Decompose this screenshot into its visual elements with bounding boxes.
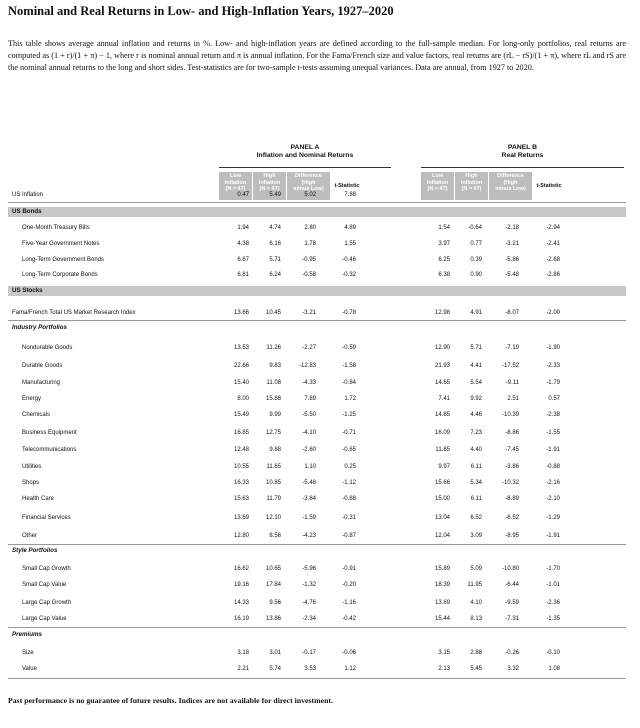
panel-a-cell: -2.60 <box>302 447 316 453</box>
panel-a-cell: -1.32 <box>302 582 316 588</box>
panel-b-cell: -3.86 <box>505 464 519 470</box>
panel-a-cell: -1.25 <box>342 412 356 418</box>
panel-a-cell: 12.75 <box>265 430 281 436</box>
panel-b-cell: 2.88 <box>470 650 482 656</box>
panel-b-cell: -3.21 <box>505 241 519 247</box>
panel-a-cell: 10.85 <box>265 480 281 486</box>
section-header-us-stocks <box>8 286 626 296</box>
table-row <box>0 377 640 389</box>
panel-b-cell: -1.90 <box>546 345 560 351</box>
panel-a-cell: -0.84 <box>342 380 356 386</box>
panel-a-cell: 9.88 <box>269 447 281 453</box>
header-text: minus Low) <box>293 186 324 192</box>
footer-disclaimer: Past performance is no guarantee of future results. Indices are not available for direct investment. <box>8 696 333 705</box>
panel-a-cell: 11.26 <box>266 345 281 351</box>
panel-a-cell: 5.71 <box>269 257 281 263</box>
panel-b-cell: 6.11 <box>470 464 482 470</box>
divider-line <box>8 202 626 203</box>
table-row <box>0 393 640 405</box>
panel-a-cell: 5.49 <box>269 192 281 198</box>
table-row <box>0 613 640 625</box>
table-row <box>0 269 640 281</box>
divider-line <box>8 627 626 628</box>
panel-a-underline <box>219 167 391 168</box>
panel-b-cell: -1.70 <box>546 566 560 572</box>
table-row <box>0 579 640 591</box>
panel-a-cell: 3.53 <box>304 666 316 672</box>
panel-b-cell: 6.38 <box>438 272 450 278</box>
header-text: (N = 47) <box>427 186 448 192</box>
panel-b-cell: -2.94 <box>546 225 560 231</box>
panel-b-cell: 15.89 <box>434 566 450 572</box>
panel-a-cell: 1.72 <box>344 396 356 402</box>
panel-b-header <box>421 144 624 160</box>
panel-b-cell: -10.32 <box>501 480 519 486</box>
table-row <box>0 493 640 505</box>
panel-b-cell: -1.29 <box>546 515 560 521</box>
panel-a-cell: 14.33 <box>233 600 249 606</box>
table-row <box>0 530 640 542</box>
panel-a-cell: 4.38 <box>237 241 249 247</box>
header-text: Inflation <box>224 179 247 186</box>
panel-b-cell: 15.66 <box>434 480 450 486</box>
panel-a-cell: -12.83 <box>298 363 316 369</box>
divider-line <box>8 320 626 321</box>
header-text: Inflation <box>426 179 449 186</box>
panel-a-cell: 17.84 <box>265 582 281 588</box>
panel-b-cell: -2.16 <box>546 480 560 486</box>
panel-b-cell: 3.97 <box>438 241 450 247</box>
header-text: Low <box>230 173 241 179</box>
panel-a-cell: 10.45 <box>265 310 281 316</box>
panel-b-cell: 13.69 <box>434 600 450 606</box>
panel-b-cell: 12.90 <box>434 345 450 351</box>
panel-b-cell: 3.32 <box>507 666 519 672</box>
panel-b-cell: 5.09 <box>470 566 482 572</box>
panel-b-title: Real Returns <box>501 152 544 159</box>
panel-a-cell: 6.16 <box>269 241 281 247</box>
table-row <box>0 254 640 266</box>
panel-a-cell: 12.10 <box>265 515 281 521</box>
panel-b-cell: 14.85 <box>434 412 450 418</box>
table-row <box>0 427 640 439</box>
panel-a-cell: 11.65 <box>266 464 281 470</box>
panel-a-cell: 1.10 <box>304 464 316 470</box>
panel-b-cell: -8.07 <box>505 310 519 316</box>
panel-a-cell: -0.87 <box>342 533 356 539</box>
panel-b-cell: -8.86 <box>505 430 519 436</box>
header-text: Inflation <box>460 179 483 186</box>
row-label: Manufacturing <box>22 380 61 386</box>
panel-b-cell: 3.09 <box>470 533 482 539</box>
panel-b-cell: 9.97 <box>438 464 450 470</box>
table-row <box>0 563 640 575</box>
panel-b-cell: -2.36 <box>546 600 560 606</box>
panel-a-cell: 6.24 <box>269 272 281 278</box>
panel-a-cell: -4.33 <box>302 380 316 386</box>
panel-a-cell: 5.74 <box>269 666 281 672</box>
panel-b-cell: 0.39 <box>470 257 482 263</box>
divider-line <box>8 678 626 679</box>
row-label: Small Cap Value <box>22 582 67 588</box>
row-label: Energy <box>22 396 42 402</box>
panel-a-cell: 9.99 <box>269 412 281 418</box>
panel-a-cell: 11.08 <box>266 380 281 386</box>
panel-b-cell: -0.10 <box>546 650 560 656</box>
subsection-header-industry: Industry Portfolios <box>12 324 68 331</box>
table-row <box>0 409 640 421</box>
panel-a-cell: 12.48 <box>233 447 249 453</box>
panel-b-cell: -7.45 <box>505 447 519 453</box>
row-label: Small Cap Growth <box>22 566 71 572</box>
row-label: Business Equipment <box>22 430 77 436</box>
table-row <box>0 461 640 473</box>
panel-b-cell: 5.34 <box>470 480 482 486</box>
panel-b-cell: -2.68 <box>546 257 560 263</box>
panel-b-cell: 15.44 <box>434 616 450 622</box>
table-row <box>0 597 640 609</box>
panel-a-cell: -0.65 <box>342 447 356 453</box>
panel-a-cell: -0.42 <box>342 616 356 622</box>
panel-a-cell: -1.12 <box>342 480 356 486</box>
panel-a-cell: 10.55 <box>233 464 249 470</box>
panel-a-cell: -4.10 <box>302 430 316 436</box>
panel-b-cell: 6.11 <box>470 496 482 502</box>
panel-b-cell: -10.80 <box>501 566 519 572</box>
panel-a-header <box>219 144 391 160</box>
panel-a-cell: 15.49 <box>233 412 249 418</box>
panel-a-cell: -5.96 <box>302 566 316 572</box>
table-row <box>0 307 640 319</box>
panel-a-cell: -2.27 <box>302 345 316 351</box>
header-text: minus Low) <box>495 186 526 192</box>
panel-b-underline <box>421 167 624 168</box>
row-label: Health Care <box>22 496 55 502</box>
row-label: Value <box>22 666 37 672</box>
panel-a-cell: -0.17 <box>302 650 316 656</box>
panel-a-cell: -0.88 <box>342 496 356 502</box>
panel-b-cell: 6.25 <box>438 257 450 263</box>
panel-a-cell: -0.59 <box>342 345 356 351</box>
panel-b-cell: 12.04 <box>434 533 450 539</box>
panel-b-cell: 3.15 <box>438 650 450 656</box>
panel-a-cell: -0.06 <box>342 650 356 656</box>
panel-a-cell: 16.33 <box>233 480 249 486</box>
panel-a-cell: 15.88 <box>265 396 281 402</box>
divider-line <box>8 544 626 545</box>
panel-b-cell: 0.57 <box>548 396 560 402</box>
header-text: (N = 47) <box>259 186 280 192</box>
panel-a-cell: -0.32 <box>342 272 356 278</box>
panel-b-cell: -2.33 <box>546 363 560 369</box>
panel-b-cell: 21.93 <box>434 363 450 369</box>
panel-a-cell: 15.40 <box>233 380 249 386</box>
row-label: Utilities <box>22 464 42 470</box>
panel-a-cell: 0.25 <box>344 464 356 470</box>
panel-a-cell: 2.21 <box>237 666 249 672</box>
header-text: Difference <box>497 173 524 179</box>
panel-a-cell: -1.16 <box>342 600 356 606</box>
header-text: (N = 47) <box>461 186 482 192</box>
panel-b-cell: 1.54 <box>438 225 450 231</box>
panel-a-cell: -0.20 <box>342 582 356 588</box>
row-label: Five-Year Government Notes <box>22 241 100 247</box>
panel-b-cell: 5.54 <box>470 380 482 386</box>
panel-a-cell: 13.53 <box>233 345 249 351</box>
panel-a-cell: -4.76 <box>302 600 316 606</box>
panel-b-cell: -1.55 <box>546 430 560 436</box>
header-text: High <box>263 173 276 179</box>
row-label: Long-Term Government Bonds <box>22 257 105 263</box>
panel-a-cell: 16.62 <box>233 566 249 572</box>
row-label: Chemicals <box>22 412 51 418</box>
panel-a-cell: 1.55 <box>344 241 356 247</box>
table-row <box>0 222 640 234</box>
row-label: Large Cap Growth <box>22 600 72 606</box>
row-label: One-Month Treasury Bills <box>22 225 90 231</box>
panel-a-cell: 4.89 <box>344 225 356 231</box>
panel-a-cell: -5.50 <box>302 412 316 418</box>
panel-b-cell: 15.00 <box>434 496 450 502</box>
page-title: Nominal and Real Returns in Low- and High-Inflation Years, 1927–2020 <box>8 4 394 18</box>
panel-b-cell: -9.59 <box>505 600 519 606</box>
panel-b-cell: -7.31 <box>505 616 519 622</box>
table-row <box>0 189 640 201</box>
panel-a-cell: 1.94 <box>237 225 249 231</box>
panel-a-cell: -2.34 <box>302 616 316 622</box>
panel-b-cell: 5.45 <box>470 666 482 672</box>
panel-b-cell: -1.35 <box>546 616 560 622</box>
header-text: (N = 47) <box>225 186 246 192</box>
panel-b-cell: 2.13 <box>438 666 450 672</box>
panel-b-cell: 12.98 <box>434 310 450 316</box>
panel-a-label: PANEL A <box>290 144 320 151</box>
panel-b-cell: -2.38 <box>546 412 560 418</box>
panel-b-cell: 4.40 <box>470 447 482 453</box>
header-t-statistic: t-Statistic <box>331 172 363 200</box>
panel-a-title: Inflation and Nominal Returns <box>256 152 354 159</box>
panel-a-cell: 12.80 <box>233 533 249 539</box>
header-text: Low <box>432 173 443 179</box>
panel-b-cell: 13.04 <box>434 515 450 521</box>
panel-a-cell: 6.67 <box>237 257 249 263</box>
table-row <box>0 512 640 524</box>
panel-a-cell: -3.21 <box>302 310 316 316</box>
panel-a-cell: -3.84 <box>302 496 316 502</box>
table-row <box>0 444 640 456</box>
panel-b-cell: 5.71 <box>470 345 482 351</box>
panel-b-cell: -0.26 <box>505 650 519 656</box>
panel-a-cell: -0.91 <box>342 566 356 572</box>
header-text: Inflation <box>258 179 281 186</box>
panel-b-cell: -6.44 <box>505 582 519 588</box>
panel-b-label: PANEL B <box>507 144 538 151</box>
panel-a-cell: 5.02 <box>304 192 316 198</box>
panel-a-cell: 2.80 <box>304 225 316 231</box>
panel-b-cell: 4.10 <box>470 600 482 606</box>
row-label: Nondurable Goods <box>22 345 73 351</box>
panel-b-cell: -1.79 <box>546 380 560 386</box>
panel-a-cell: 7.89 <box>304 396 316 402</box>
panel-a-cell: -0.95 <box>302 257 316 263</box>
panel-a-cell: 19.16 <box>233 582 249 588</box>
panel-a-cell: -4.23 <box>302 533 316 539</box>
row-label: Shops <box>22 480 40 486</box>
panel-a-cell: 0.47 <box>237 192 249 198</box>
panel-a-cell: 16.19 <box>233 616 249 622</box>
row-label: Long-Term Corporate Bonds <box>22 272 98 278</box>
panel-b-cell: 8.13 <box>470 616 482 622</box>
panel-b-cell: -2.41 <box>546 241 560 247</box>
panel-b-cell: -8.89 <box>505 496 519 502</box>
table-row <box>0 477 640 489</box>
row-label: Financial Services <box>22 515 71 521</box>
panel-a-cell: -0.78 <box>342 310 356 316</box>
panel-b-cell: 9.92 <box>470 396 482 402</box>
panel-b-cell: -1.91 <box>546 447 560 453</box>
panel-b-cell: 11.85 <box>435 447 450 453</box>
panel-b-cell: 4.41 <box>470 363 482 369</box>
intro-paragraph: This table shows average annual inflation and returns in %. Low- and high-inflation years are defined according to the full-sample median. For long-only portfolios, real returns are computed as (1 + r)/(1 + π) − 1, where r is nominal annual return and π is annual inflation. For the Fama/French size and value factors, real returns are (rL − rS)/(1 + π), where rL and rS are the nominal annual returns to the long and short sides. Test-statistics are for two-sample t-tests assuming unequal variances. Data are annual, from 1927 to 2020. <box>8 39 626 73</box>
panel-a-cell: -5.48 <box>302 480 316 486</box>
panel-b-cell: 7.23 <box>470 430 482 436</box>
section-header-text: US Bonds <box>12 208 42 215</box>
panel-a-cell: 11.79 <box>266 496 281 502</box>
table-row <box>0 238 640 250</box>
panel-a-cell: -0.46 <box>342 257 356 263</box>
header-text: (High <box>503 179 518 186</box>
panel-a-cell: 4.74 <box>269 225 281 231</box>
panel-b-cell: 4.91 <box>470 310 482 316</box>
panel-b-cell: 14.65 <box>434 380 450 386</box>
panel-b-cell: 2.51 <box>507 396 519 402</box>
section-header-us-bonds <box>8 207 626 217</box>
row-label: Fama/French Total US Market Research Index <box>12 310 136 316</box>
panel-b-cell: -1.91 <box>546 533 560 539</box>
panel-a-cell: -1.58 <box>342 363 356 369</box>
panel-b-cell: -2.18 <box>505 225 519 231</box>
panel-b-cell: 7.41 <box>438 396 450 402</box>
header-text: Difference <box>295 173 322 179</box>
section-header-text: US Stocks <box>12 287 43 294</box>
panel-a-cell: 8.56 <box>269 533 281 539</box>
table-row <box>0 647 640 659</box>
panel-b-cell: -10.39 <box>501 412 519 418</box>
panel-a-cell: 22.66 <box>233 363 249 369</box>
panel-a-cell: 6.81 <box>237 272 249 278</box>
panel-b-cell: -7.19 <box>505 345 519 351</box>
row-label: Other <box>22 533 38 539</box>
panel-a-cell: 1.78 <box>304 241 316 247</box>
panel-b-cell: -1.01 <box>546 582 560 588</box>
panel-b-cell: 0.90 <box>470 272 482 278</box>
header-t-statistic: t-Statistic <box>533 172 565 200</box>
panel-a-cell: 8.00 <box>237 396 249 402</box>
panel-a-cell: 3.01 <box>269 650 281 656</box>
panel-a-cell: 7.88 <box>344 192 356 198</box>
panel-b-cell: 16.09 <box>434 430 450 436</box>
panel-a-cell: -0.71 <box>342 430 356 436</box>
panel-b-cell: -9.11 <box>505 380 519 386</box>
panel-b-cell: -5.86 <box>505 257 519 263</box>
panel-b-cell: 11.95 <box>467 582 482 588</box>
panel-b-cell: -8.95 <box>505 533 519 539</box>
panel-a-cell: 9.56 <box>269 600 281 606</box>
panel-b-cell: -2.10 <box>546 496 560 502</box>
panel-b-cell: -2.00 <box>546 310 560 316</box>
row-label: Large Cap Value <box>22 616 67 622</box>
panel-b-cell: -6.52 <box>505 515 519 521</box>
panel-b-cell: 6.52 <box>470 515 482 521</box>
panel-b-cell: 4.46 <box>470 412 482 418</box>
row-label: Size <box>22 650 34 656</box>
panel-a-cell: 15.63 <box>233 496 249 502</box>
panel-b-cell: -0.64 <box>468 225 482 231</box>
panel-b-cell: -2.86 <box>546 272 560 278</box>
subsection-header-premiums: Premiums <box>12 631 42 638</box>
table-row <box>0 342 640 354</box>
panel-b-cell: 0.77 <box>470 241 482 247</box>
row-label: Durable Goods <box>22 363 63 369</box>
panel-a-cell: 13.69 <box>233 515 249 521</box>
panel-b-cell: 1.08 <box>548 666 560 672</box>
panel-a-cell: -1.59 <box>302 515 316 521</box>
table-row <box>0 360 640 372</box>
panel-a-cell: 13.66 <box>233 310 249 316</box>
panel-a-cell: 16.85 <box>233 430 249 436</box>
header-text: High <box>465 173 478 179</box>
panel-a-cell: -0.58 <box>302 272 316 278</box>
panel-a-cell: 1.12 <box>344 666 356 672</box>
panel-b-cell: -0.88 <box>546 464 560 470</box>
subsection-header-style: Style Portfolios <box>12 547 58 554</box>
panel-b-cell: 18.39 <box>434 582 450 588</box>
table-row <box>0 663 640 675</box>
row-label: Telecommunications <box>22 447 77 453</box>
panel-b-cell: -5.48 <box>505 272 519 278</box>
header-text: (High <box>301 179 316 186</box>
row-label: US Inflation <box>12 192 44 198</box>
panel-b-cell: -17.52 <box>501 363 519 369</box>
panel-a-cell: 13.86 <box>265 616 281 622</box>
panel-a-cell: 10.65 <box>265 566 281 572</box>
panel-a-cell: 9.83 <box>269 363 281 369</box>
panel-a-cell: 3.18 <box>237 650 249 656</box>
panel-a-cell: -0.31 <box>342 515 356 521</box>
